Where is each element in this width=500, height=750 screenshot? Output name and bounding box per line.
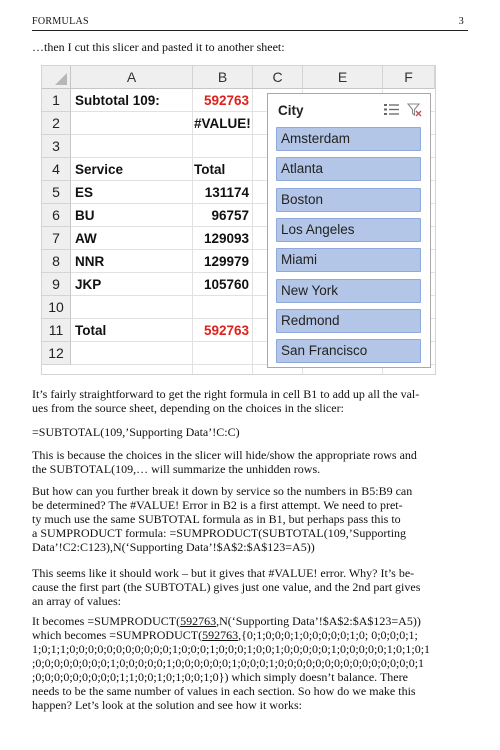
column-header-a[interactable]: A — [71, 66, 193, 89]
text-run: which becomes =SUMPRODUCT( — [32, 628, 203, 642]
slicer-item-boston[interactable]: Boston — [276, 188, 421, 212]
paragraph-formula — [32, 425, 468, 439]
gridline — [252, 89, 253, 374]
text-line: a SUMPRODUCT formula: =SUMPRODUCT(SUBTOTAL(109,’Supporting — [32, 526, 407, 540]
paragraph-1 — [32, 387, 468, 415]
slicer-item-atlanta[interactable]: Atlanta — [276, 157, 421, 181]
cell-total[interactable]: 129093 — [203, 231, 249, 246]
text-run: ,N(‘Supporting Data’!$A$2:$A$123=A5)) — [216, 614, 421, 628]
cell-total[interactable]: 105760 — [203, 277, 249, 292]
text-line: an array of values: — [32, 594, 121, 608]
cell-a1[interactable]: Subtotal 109: — [75, 93, 160, 108]
column-header-f[interactable]: F — [383, 66, 435, 89]
corner-triangle-icon — [55, 73, 67, 85]
text-line — [32, 614, 468, 628]
running-header — [32, 14, 468, 31]
multi-select-icon[interactable] — [384, 103, 400, 121]
paragraph-6 — [32, 614, 468, 712]
row-header-3[interactable]: 3 — [42, 135, 71, 158]
cell-b11[interactable]: 592763 — [203, 323, 249, 338]
text-line: happen? Let’s look at the solution and see how it works: — [32, 698, 302, 712]
text-run: It becomes =SUMPRODUCT( — [32, 614, 181, 628]
underlined-value: 592763 — [180, 614, 217, 628]
cell-total[interactable]: 96757 — [211, 208, 249, 223]
row-header-12[interactable]: 12 — [42, 342, 71, 365]
page-number: 3 — [458, 16, 464, 27]
row-header-7[interactable]: 7 — [42, 227, 71, 250]
slicer-item-los-angeles[interactable]: Los Angeles — [276, 218, 421, 242]
cell-service[interactable]: NNR — [75, 254, 105, 269]
intro-text: …then I cut this slicer and pasted it to another sheet: — [32, 40, 285, 54]
text-line: 1;0;1;1;0;0;0;0;0;0;0;0;0;0;0;1;0;0;0;1;0;0;0;1;0;0;1;0;0;0;0;0;1;0;0;0;0;0;1;0;1;0;1 — [32, 642, 431, 656]
slicer-title: City — [278, 103, 304, 118]
cell-service[interactable]: JKP — [75, 277, 102, 292]
row-header-2[interactable]: 2 — [42, 112, 71, 135]
column-header-e[interactable]: E — [303, 66, 383, 89]
cell-total[interactable]: 131174 — [204, 185, 249, 200]
text-run: ,{0;1;0;0;0;1;0;0;0;0;0;1;0; 0;0;0;0;1; — [238, 628, 418, 642]
text-line: ues from the source sheet, depending on the choices in the slicer: — [32, 401, 344, 415]
column-header-c[interactable]: C — [253, 66, 303, 89]
text-line: be determined? The #VALUE! Error in B2 is a first attempt. We need to pret- — [32, 498, 403, 512]
city-slicer[interactable] — [267, 93, 431, 368]
row-header-11[interactable]: 11 — [42, 319, 71, 342]
row-header-9[interactable]: 9 — [42, 273, 71, 296]
cell-b4[interactable]: Total — [194, 162, 226, 177]
row-header-6[interactable]: 6 — [42, 204, 71, 227]
cell-total[interactable]: 129979 — [203, 254, 249, 269]
cell-a11[interactable]: Total — [75, 323, 107, 338]
text-line: the SUBTOTAL(109,… will summarize the unhidden rows. — [32, 462, 321, 476]
column-header-b[interactable]: B — [193, 66, 253, 89]
slicer-item-san-francisco[interactable]: San Francisco — [276, 339, 421, 363]
paragraph-3 — [32, 448, 468, 476]
row-header-4[interactable]: 4 — [42, 158, 71, 181]
paragraph-5 — [32, 566, 468, 608]
text-line: But how can you further break it down by service so the numbers in B5:B9 can — [32, 484, 413, 498]
text-line: cause the first part (the SUBTOTAL) gives just one value, and the 2nd part gives — [32, 580, 421, 594]
row-header-5[interactable]: 5 — [42, 181, 71, 204]
cell-b2[interactable]: #VALUE! — [194, 116, 251, 131]
text-line: ;0;0;0;0;0;0;0;0;1;0;0;0;0;0;1;0;0;0;0;0;0;1;0;0;0;1;0;0;0;0;0;0;0;0;0;0;0;0;0;0;0;1 — [32, 656, 425, 670]
paragraph-4 — [32, 484, 468, 554]
slicer-item-new-york[interactable]: New York — [276, 279, 421, 303]
cell-service[interactable]: ES — [75, 185, 94, 200]
row-header-10[interactable]: 10 — [42, 296, 71, 319]
cell-service[interactable]: BU — [75, 208, 95, 223]
slicer-item-miami[interactable]: Miami — [276, 248, 421, 272]
slicer-item-redmond[interactable]: Redmond — [276, 309, 421, 333]
text-line: It’s fairly straightforward to get the right formula in cell B1 to add up all the val- — [32, 387, 420, 401]
text-line: =SUBTOTAL(109,’Supporting Data’!C:C) — [32, 425, 240, 439]
cell-b1[interactable]: 592763 — [203, 93, 249, 108]
text-line — [32, 628, 468, 642]
text-line: needs to be the same number of values in each section. So how do we make this — [32, 684, 416, 698]
cell-service[interactable]: AW — [75, 231, 97, 246]
text-line: ;0;0;0;0;0;0;0;0;0;1;1;0;0;1;0;1;0;0;1;0}) which simply doesn’t balance. There — [32, 670, 408, 684]
underlined-value: 592763 — [202, 628, 239, 642]
select-all-corner[interactable] — [42, 66, 71, 89]
text-line: Data’!C2:C123),N(‘Supporting Data’!$A$2:$A$123=A5)) — [32, 540, 315, 554]
row-header-8[interactable]: 8 — [42, 250, 71, 273]
text-line: This is because the choices in the slicer will hide/show the appropriate rows and — [32, 448, 417, 462]
slicer-item-amsterdam[interactable]: Amsterdam — [276, 127, 421, 151]
spreadsheet-screenshot — [41, 65, 436, 375]
header-title: FORMULAS — [32, 16, 89, 27]
row-header-1[interactable]: 1 — [42, 89, 71, 112]
text-line: This seems like it should work – but it gives that #VALUE! error. Why? It’s be- — [32, 566, 415, 580]
cell-a4[interactable]: Service — [75, 162, 124, 177]
clear-filter-icon[interactable] — [407, 103, 422, 122]
text-line: ty much use the same SUBTOTAL formula as in B1, but perhaps pass this to — [32, 512, 401, 526]
